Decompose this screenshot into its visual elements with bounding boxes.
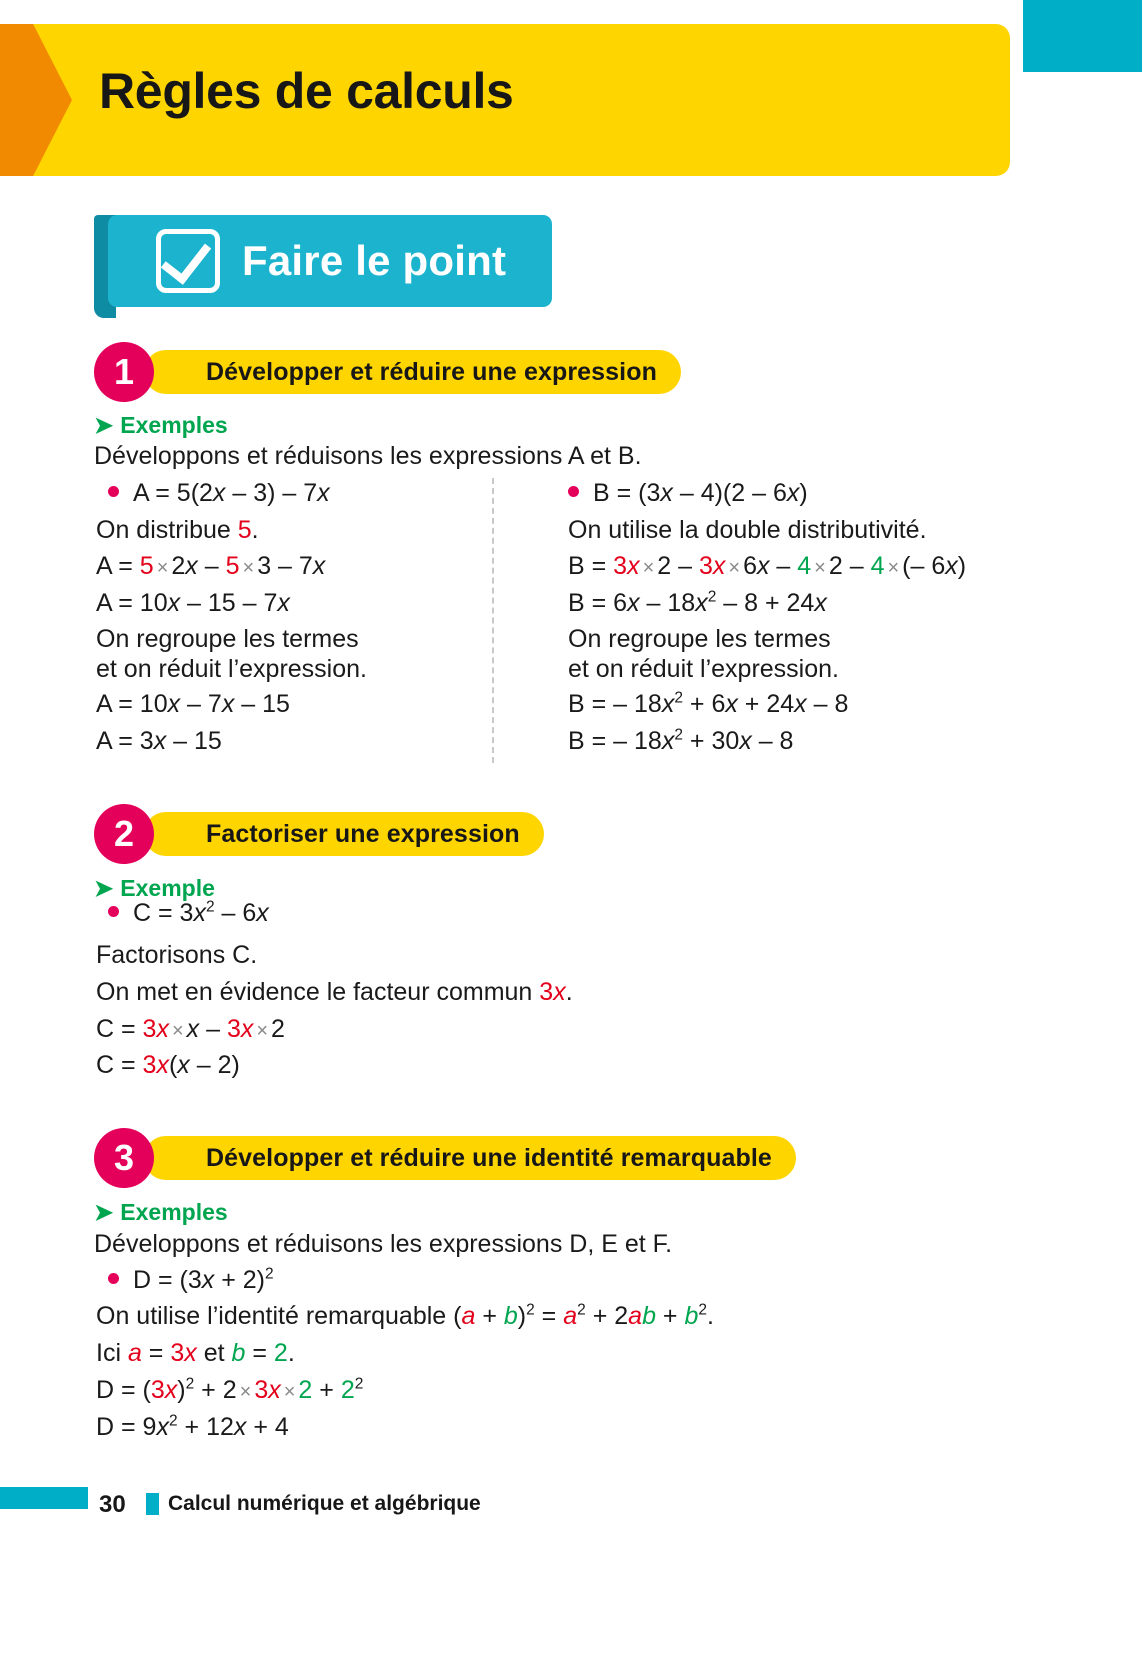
- section-pill-3: [144, 1136, 796, 1180]
- section-number-2: 2: [94, 804, 154, 864]
- step-text-b-2a: On regroupe les termes: [568, 625, 831, 653]
- examples-label-3-text: Exemples: [120, 1199, 228, 1225]
- section-number-3: 3: [94, 1128, 154, 1188]
- section-number-1: 1: [94, 342, 154, 402]
- line-c-2: C = 3x(x – 2): [96, 1051, 240, 1079]
- examples-label-2: [94, 875, 215, 902]
- examples-label-1: [94, 412, 228, 439]
- expression-b: B = (3x – 4)(2 – 6x): [568, 479, 808, 508]
- section-title-2: Factoriser une expression: [206, 819, 520, 848]
- line-b-2: $B = 6x - 18x^2 - 8 + 24x$: [568, 588, 827, 617]
- bullet-icon: [108, 1273, 119, 1284]
- line-b-1: B = 3x × 2 – 3x × 6x – 4 × 2 – 4 × (– 6x): [568, 552, 967, 580]
- column-divider: [492, 478, 494, 763]
- line-b-4: B = – $18x^2 + 30x - 8$: [568, 726, 794, 755]
- bullet-icon: [108, 906, 119, 917]
- section-1-intro: Développons et réduisons les expressions A et B.: [94, 442, 642, 470]
- arrow-right-icon: ➤: [94, 1199, 114, 1225]
- expression-a: A = 5(2x – 3) – 7x: [108, 479, 330, 508]
- step-text-d-2: Ici a = 3x et b = 2.: [96, 1339, 295, 1367]
- examples-label-2-text: Exemple: [120, 875, 215, 901]
- expression-c: $C = 3x^2 - 6x$: [108, 899, 269, 928]
- footer-chapter-title: Calcul numérique et algébrique: [168, 1492, 481, 1515]
- footer-page-number: 30: [99, 1491, 126, 1518]
- expression-d: $D = (3x + 2)^2$: [108, 1266, 274, 1295]
- section-pill-2: [144, 812, 544, 856]
- line-a-1: A = 5 × 2x – 5 × 3 – 7x: [96, 552, 326, 580]
- step-text-a-2b: et on réduit l’expression.: [96, 655, 367, 683]
- line-c-1: C = 3x × x – 3x × 2: [96, 1015, 285, 1043]
- footer-mark-icon: [146, 1493, 159, 1515]
- step-text-b-1: On utilise la double distributivité.: [568, 516, 927, 544]
- section-title-1: Développer et réduire une expression: [206, 357, 657, 386]
- section-3-intro: Développons et réduisons les expressions D, E et F.: [94, 1230, 673, 1258]
- ribbon-label: Faire le point: [242, 237, 507, 284]
- section-pill-1: [144, 350, 681, 394]
- bullet-icon: [568, 486, 579, 497]
- page-title: Règles de calculs: [99, 63, 514, 119]
- arrow-right-icon: ➤: [94, 412, 114, 438]
- line-a-4: A = 3x – 15: [96, 727, 222, 755]
- ribbon-body: [108, 215, 552, 307]
- footer-teal-bar: [0, 1487, 88, 1509]
- line-d-1: $D = (3x)^2 + 2 \times 3x \times 2 + 2^2$: [96, 1375, 364, 1404]
- bullet-icon: [108, 486, 119, 497]
- line-d-2: $D = 9x^2 + 12x + 4$: [96, 1412, 289, 1441]
- line-a-2: A = 10x – 15 – 7x: [96, 589, 290, 617]
- step-text-d-1: On utilise l’identité remarquable $(a + b)^2 = a^2 + 2ab + b^2$.: [96, 1301, 714, 1330]
- step-text-c-2: On met en évidence le facteur commun 3x.: [96, 978, 573, 1006]
- examples-label-1-text: Exemples: [120, 412, 228, 438]
- step-text-b-2b: et on réduit l’expression.: [568, 655, 839, 683]
- arrow-right-icon: ➤: [94, 875, 114, 901]
- checkbox-check-icon: [156, 229, 220, 293]
- step-text-c-1: Factorisons C.: [96, 941, 258, 969]
- step-text-a-2a: On regroupe les termes: [96, 625, 359, 653]
- step-text-a-1: On distribue 5.: [96, 516, 259, 544]
- line-b-3: B = – $18x^2 + 6x + 24x - 8$: [568, 689, 849, 718]
- examples-label-3: [94, 1199, 228, 1226]
- line-a-3: A = 10x – 7x – 15: [96, 690, 290, 718]
- top-teal-tab: [1023, 0, 1142, 72]
- section-title-3: Développer et réduire une identité remarquable: [206, 1143, 772, 1172]
